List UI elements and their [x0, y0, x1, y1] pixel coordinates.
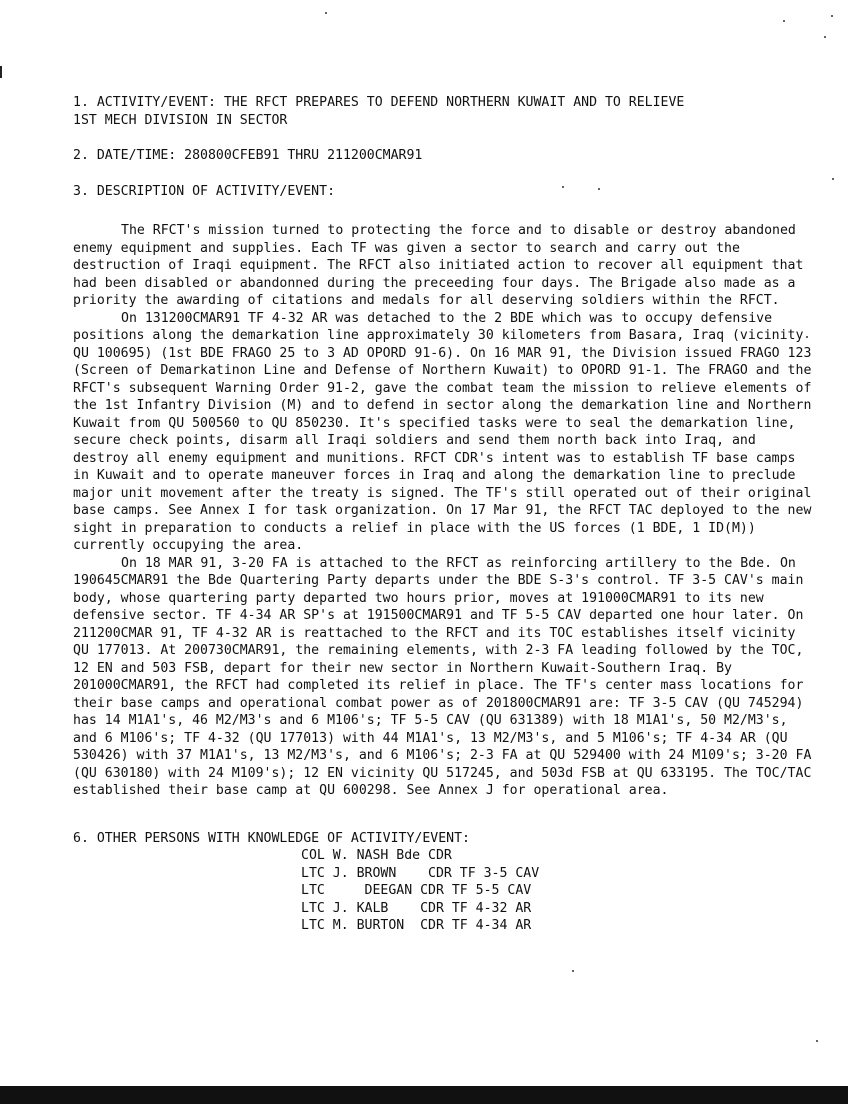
description-heading: 3. DESCRIPTION OF ACTIVITY/EVENT:: [73, 183, 336, 199]
document-body: [73, 94, 818, 935]
scan-speck: [832, 178, 834, 180]
scan-speck: [325, 12, 327, 14]
date-time: 2. DATE/TIME: 280800CFEB91 THRU 211200CMAR91: [73, 148, 423, 163]
activity-line-2: 1ST MECH DIVISION IN SECTOR: [73, 112, 288, 128]
activity-line-1: 1. ACTIVITY/EVENT: THE RFCT PREPARES TO DEFEND NORTHERN KUWAIT AND TO RELIEVE: [73, 95, 685, 110]
persons-list: [301, 847, 818, 935]
person-entry: LTC DEEGAN CDR TF 5-5 CAV: [301, 883, 532, 898]
scan-speck: [572, 970, 574, 972]
person-entry: LTC J. KALB CDR TF 4-32 AR: [301, 900, 532, 916]
scan-speck: [831, 15, 833, 17]
paragraph-frago: On 131200CMAR91 TF 4-32 AR was detached to the 2 BDE which was to occupy defensive positions along the demarkation line approximately 30 kilometers from Basara, Iraq (vicinity QU 100695) (1st BDE FRAGO 25 to 3 AD OPORD 91-6). On 16 MAR 91, the Division issued FRAGO 123 (Screen of Demarkatinon Line and Defense of Northern Kuwait) to OPORD 91-1. The FRAGO and the RFCT's subsequent Warning Order 91-2, gave the combat team the mission to relieve elements of the 1st Infantry Division (M) and to defend in sector along the demarkation line and Northern Kuwait from QU 500560 to QU 850230. It's specified tasks were to seal the demarkation line, secure check points, disarm all Iraqi soldiers and send them north back into Iraq, and destroy all enemy equipment and munitions. RFCT CDR's intent was to establish TF base camps in Kuwait and to operate maneuver forces in Iraq and along the demarkation line to preclude major unit movement after the treaty is signed. The TF's still operated out of their original base camps. See Annex I for task organization. On 17 Mar 91, the RFCT TAC deployed to the new sight in preparation to conducts a relief in place with the US forces (1 BDE, 1 ID(M)) currently occupying the area.: [73, 310, 812, 553]
person-entry: LTC J. BROWN CDR TF 3-5 CAV: [301, 865, 540, 881]
scan-speck: [824, 36, 826, 38]
scan-bottom-border: [0, 1086, 848, 1104]
person-entry: LTC M. BURTON CDR TF 4-34 AR: [301, 918, 532, 933]
person-entry: COL W. NASH Bde CDR: [301, 848, 452, 863]
left-edge-mark: [0, 66, 2, 78]
persons-heading: 6. OTHER PERSONS WITH KNOWLEDGE OF ACTIVITY/EVENT:: [73, 830, 470, 846]
paragraph-mission: The RFCT's mission turned to protecting the force and to disable or destroy abandoned enemy equipment and supplies. Each TF was given a sector to search and carry out the destruction of Iraqi equipment. The RFCT also initiated action to recover all equipment that had been disabled or abandonned during the preceeding four days. The Brigade also made as a priority the awarding of citations and medals for all deserving soldiers within the RFCT.: [73, 223, 804, 308]
scan-speck: [783, 20, 785, 22]
paragraph-movement: On 18 MAR 91, 3-20 FA is attached to the RFCT as reinforcing artillery to the Bde. On 190645CMAR91 the Bde Quartering Party departs under the BDE S-3's control. TF 3-5 CAV's main body, whose quartering party departed two hours prior, moves at 191000CMAR91 to its new defensive sector. TF 4-34 AR SP's at 191500CMAR91 and TF 5-5 CAV departed one hour later. On 211200CMAR 91, TF 4-32 AR is reattached to the RFCT and its TOC establishes itself vicinity QU 177013. At 200730CMAR91, the remaining elements, with 2-3 FA leading followed by the TOC, 12 EN and 503 FSB, depart for their new sector in Northern Kuwait-Southern Iraq. By 201000CMAR91, the RFCT had completed its relief in place. The TF's center mass locations for their base camps and operational combat power as of 201800CMAR91 are: TF 3-5 CAV (QU 745294) has 14 M1A1's, 46 M2/M3's and 6 M106's; TF 5-5 CAV (QU 631389) with 18 M1A1's, 50 M2/M3's, and 6 M106's; TF 4-32 (QU 177013) with 44 M1A1's, 13 M2/M3's, and 5 M106's; TF 4-34 AR (QU 530426) with 37 M1A1's, 13 M2/M3's, and 6 M106's; 2-3 FA at QU 529400 with 24 M109's; 3-20 FA (QU 630180) with 24 M109's); 12 EN vicinity QU 517245, and 503d FSB at QU 633195. The TOC/TAC established their base camp at QU 600298. See Annex J for operational area.: [73, 555, 812, 798]
scan-speck: [816, 1040, 818, 1042]
